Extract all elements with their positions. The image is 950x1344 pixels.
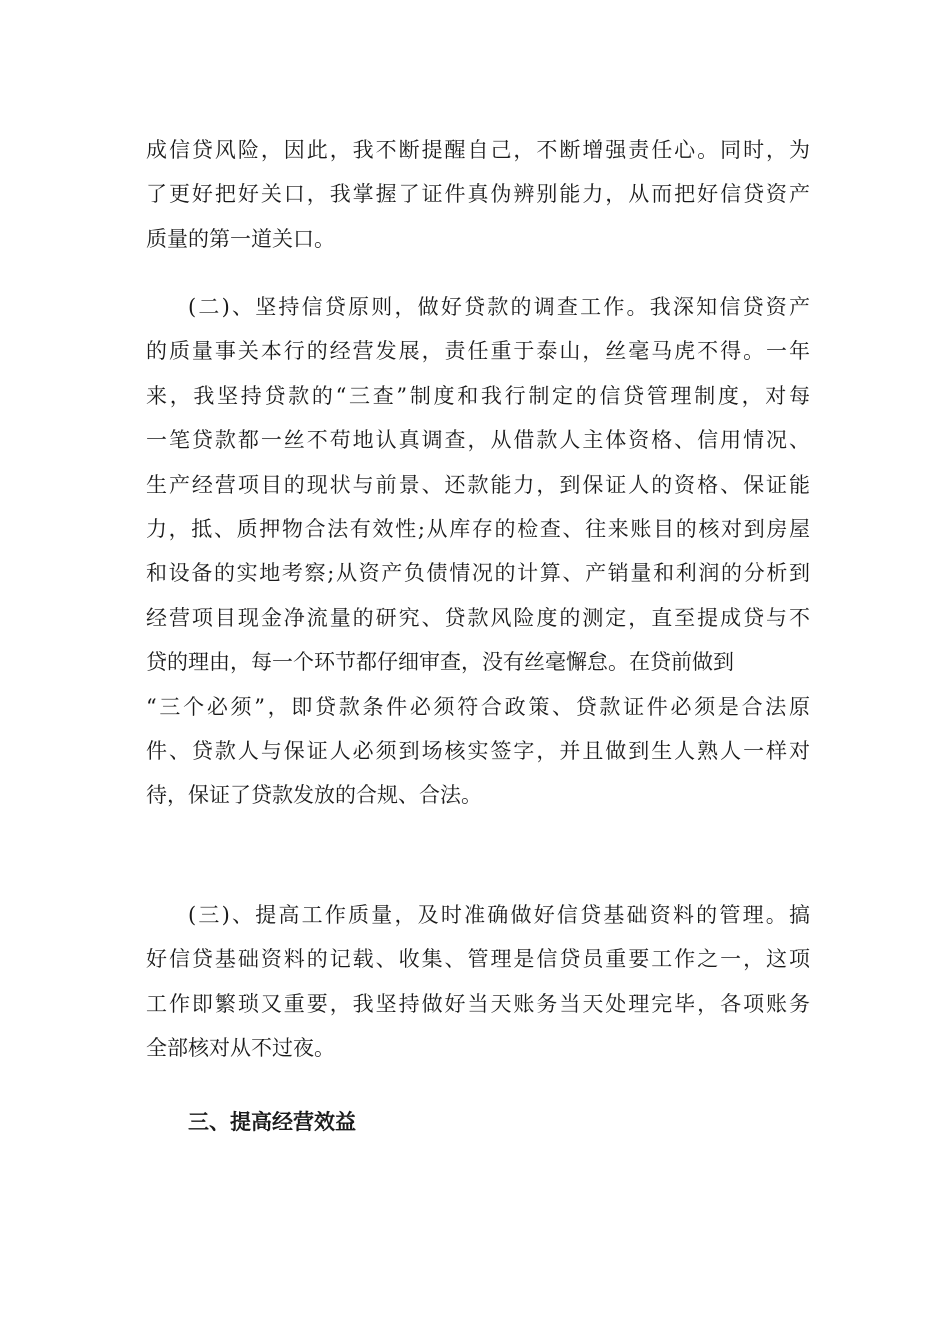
paragraph-line: 了更好把好关口，我掌握了证件真伪辨别能力，从而把好信贷资产 — [146, 182, 810, 207]
paragraph-line: 经营项目现金净流量的研究、贷款风险度的测定，直至提成贷与不 — [146, 605, 810, 630]
paragraph-3 — [146, 893, 810, 1071]
paragraph-line: 的质量事关本行的经营发展，责任重于泰山，丝毫马虎不得。一年 — [146, 339, 810, 364]
paragraph-line: 工作即繁琐又重要，我坚持做好当天账务当天处理完毕，各项账务 — [146, 991, 810, 1016]
paragraph-line: (二)、坚持信贷原则，做好贷款的调查工作。我深知信贷资产 — [188, 295, 810, 319]
paragraph-line: 待，保证了贷款发放的合规、合法。 — [146, 783, 482, 808]
paragraph-line: 件、贷款人与保证人必须到场核实签字，并且做到生人熟人一样对 — [146, 739, 810, 764]
paragraph-line: 来，我坚持贷款的“三查”制度和我行制定的信贷管理制度，对每 — [146, 383, 810, 408]
paragraph-line: 生产经营项目的现状与前景、还款能力，到保证人的资格、保证能 — [146, 472, 810, 497]
paragraph-line: 好信贷基础资料的记载、收集、管理是信贷员重要工作之一，这项 — [146, 947, 810, 972]
paragraph-line: 和设备的实地考察;从资产负债情况的计算、产销量和利润的分析到 — [146, 561, 810, 586]
paragraph-2 — [146, 285, 810, 818]
section-heading: 三、提高经营效益 — [188, 1110, 356, 1134]
paragraph-line: 质量的第一道关口。 — [146, 226, 335, 251]
paragraph-1 — [146, 128, 810, 261]
paragraph-line: 一笔贷款都一丝不苟地认真调查，从借款人主体资格、信用情况、 — [146, 428, 810, 453]
paragraph-line: 成信贷风险，因此，我不断提醒自己，不断增强责任心。同时，为 — [146, 138, 810, 162]
paragraph-line: 全部核对从不过夜。 — [146, 1036, 335, 1061]
paragraph-line: 贷的理由，每一个环节都仔细审查，没有丝毫懈怠。在贷前做到 — [146, 650, 734, 675]
paragraph-line: 力，抵、质押物合法有效性;从库存的检查、往来账目的核对到房屋 — [146, 517, 810, 542]
paragraph-line: “三个必须”，即贷款条件必须符合政策、贷款证件必须是合法原 — [146, 694, 810, 719]
paragraph-line: (三)、提高工作质量，及时准确做好信贷基础资料的管理。搞 — [188, 903, 810, 927]
